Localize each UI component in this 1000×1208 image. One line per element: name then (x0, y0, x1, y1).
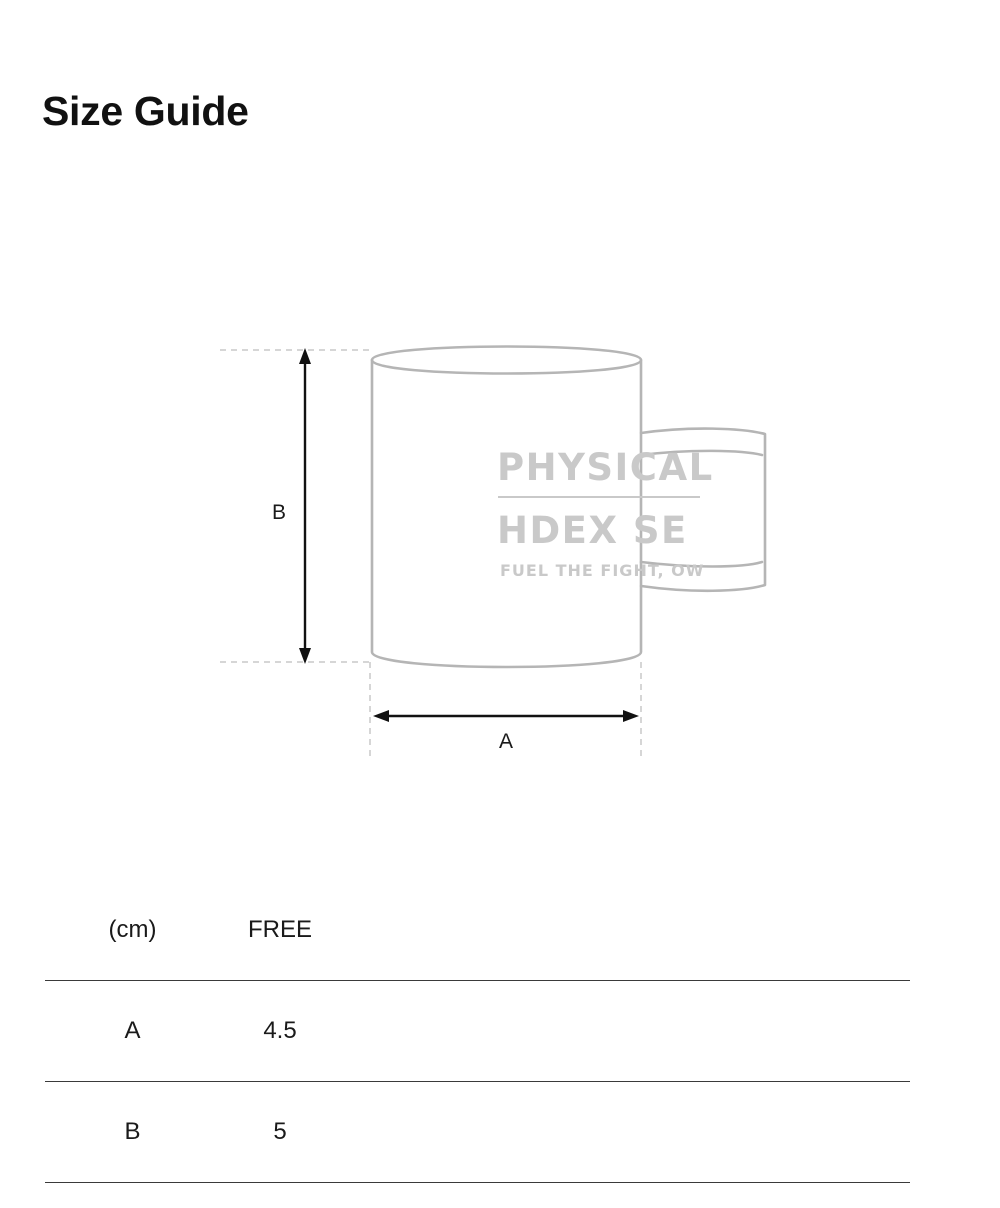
guide-lines (220, 350, 641, 760)
size-diagram (0, 300, 1000, 800)
table-header-size: FREE (247, 916, 312, 943)
mug-outline (372, 347, 641, 668)
table-header-row (45, 880, 910, 981)
table-row-label: B (124, 1118, 141, 1145)
table-row (45, 1082, 910, 1183)
dimension-label-a: A (498, 730, 514, 753)
size-table (45, 880, 910, 1183)
mug-logo-line1: PHYSICAL (497, 446, 714, 489)
table-row-value: 4.5 (263, 1017, 297, 1044)
mug-logo-line2: HDEX SE (497, 509, 688, 552)
size-diagram-svg (0, 300, 1000, 800)
table-row-label: A (124, 1017, 141, 1044)
table-row-value: 5 (273, 1118, 287, 1145)
page-title: Size Guide (42, 88, 249, 135)
table-row (45, 981, 910, 1082)
mug-logo (497, 446, 714, 580)
dimension-width-arrow (373, 710, 639, 722)
table-header-unit: (cm) (108, 916, 157, 943)
dimension-height-arrow (299, 348, 311, 664)
mug-logo-line3: FUEL THE FIGHT, OW (500, 561, 705, 580)
dimension-label-b: B (271, 501, 287, 524)
